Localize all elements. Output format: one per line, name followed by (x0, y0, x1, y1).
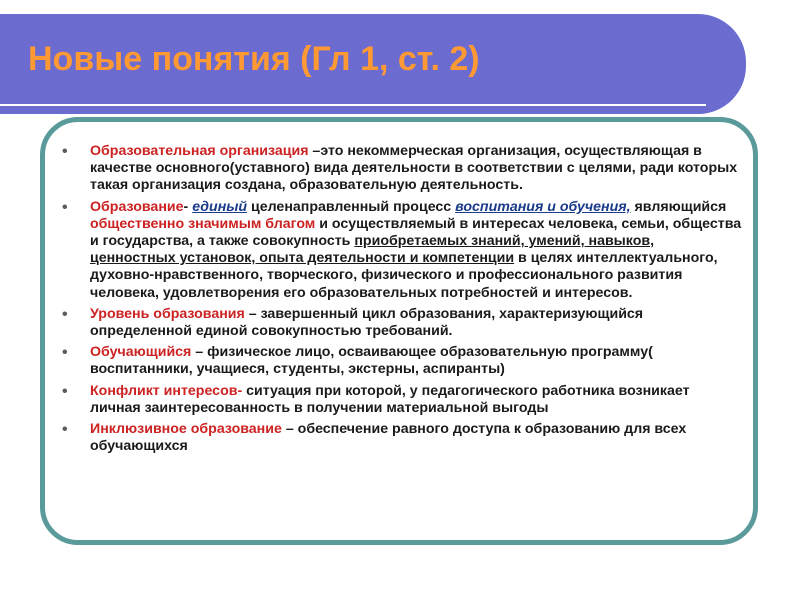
bullet-icon: • (62, 344, 68, 362)
bullet-icon: • (62, 305, 68, 323)
list-item (62, 306, 742, 340)
underlined-text: приобретаемых знаний, умений, навыков, ценностных установок, опыта деятельности и компетенции (90, 233, 655, 267)
list-item (62, 344, 742, 378)
definition-text: – обеспечение равного доступа к образованию для всех обучающихся (90, 421, 687, 455)
definition-text: являющийся (630, 198, 727, 215)
list-item (62, 199, 742, 302)
term-label: Конфликт интересов- (90, 382, 243, 399)
emphasis-text: единый (192, 198, 248, 215)
emphasis-text: воспитания и обучения, (455, 198, 631, 215)
definition-text: в целях интеллектуального, духовно-нравственного, творческого, физического и профессионального развития человека, удовлетворения его образовательных потребностей и интересов. (90, 250, 718, 301)
bullet-icon: • (62, 382, 68, 400)
bullet-icon: • (62, 143, 68, 160)
list-item (62, 383, 742, 417)
definition-text: - (183, 198, 193, 215)
definitions-list (62, 143, 742, 459)
title-divider (0, 104, 706, 106)
definition-text: – завершенный цикл образования, характеризующийся определенной единой совокупностью требований. (90, 305, 644, 340)
definition-text: целенаправленный процесс (247, 198, 456, 215)
list-item (62, 143, 742, 195)
term-label: Обучающийся (90, 344, 192, 361)
term-label: Образование (90, 198, 184, 215)
term-label: Образовательная организация (90, 143, 309, 159)
bullet-icon: • (62, 198, 68, 216)
page-title: Новые понятия (Гл 1, ст. 2) (28, 40, 480, 78)
list-item (62, 421, 742, 455)
term-label: Инклюзивное образование (90, 421, 282, 438)
definition-text: и осуществляемый в интересах человека, семьи, общества и государства, а также совокупность (90, 215, 742, 250)
accent-text: общественно значимым благом (90, 215, 316, 232)
definition-text: ситуация при которой, у педагогического работника возникает личная заинтересованность в получении материальной выгоды (90, 382, 690, 416)
bullet-icon: • (62, 421, 68, 439)
definition-text: –это некоммерческая организация, осуществляющая в качестве основного(уставного) вида деятельности в соответствии с целями, ради которых такая организация создана, образовательную деятельность. (90, 143, 738, 194)
term-label: Уровень образования (90, 305, 245, 322)
definition-text: – физическое лицо, осваивающее образовательную программу( воспитанники, учащиеся, студенты, экстерны, аспиранты) (90, 344, 653, 378)
